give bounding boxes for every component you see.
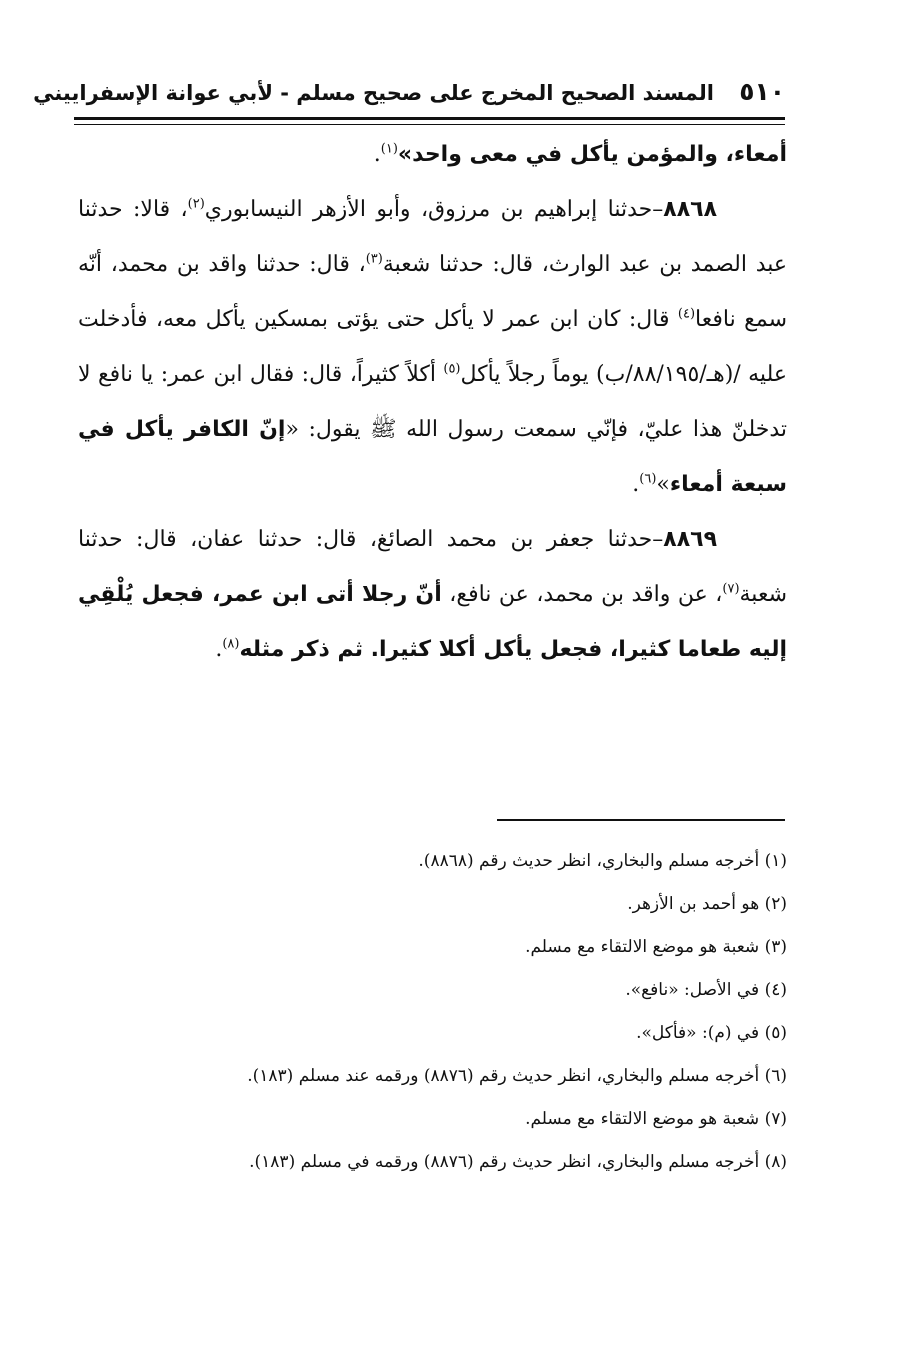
hadith-quote: إنّ الكافر يأكل في سبعة أمعاء — [78, 417, 787, 497]
footnote-7: (٧) شعبة هو موضع الالتقاء مع مسلم. — [525, 1109, 787, 1129]
footnotes-list — [78, 840, 787, 1184]
footnote-separator — [497, 819, 785, 821]
isnad-part-3: ، قال: حدثنا واقد بن محمد، أنّه سمع نافعا — [78, 252, 788, 332]
hadith-number: ٨٨٦٩ — [663, 527, 717, 552]
header-rule-thick — [74, 117, 785, 120]
footnote-4: (٤) في الأصل: «نافع». — [625, 980, 787, 1000]
page-number: ٥١٠ — [739, 77, 785, 106]
footnote-ref-2: (٢) — [187, 196, 205, 212]
hadith-8869 — [78, 512, 787, 677]
footnote-ref-8: (٨) — [222, 636, 240, 652]
footnote-6: (٦) أخرجه مسلم والبخاري، انظر حديث رقم (٨٨٧٦) ورقمه عند مسلم (١٨٣). — [247, 1066, 787, 1086]
footnote-ref-4: (٤) — [677, 306, 696, 322]
footnote-8: (٨) أخرجه مسلم والبخاري، انظر حديث رقم (٨٨٧٦) ورقمه في مسلم (١٨٣). — [249, 1152, 787, 1172]
paragraph-continuation — [78, 127, 787, 182]
hadith-number: ٨٨٦٨ — [663, 197, 717, 222]
quote-close: » — [656, 472, 670, 497]
running-header — [33, 72, 785, 112]
footnote-ref-1: (١) — [380, 141, 398, 157]
footnote-ref-7: (٧) — [722, 581, 740, 597]
book-title: المسند الصحيح المخرج على صحيح مسلم - لأبي عوانة الإسفراييني — [33, 81, 714, 105]
isnad-part-2: ، قالا: حدثنا عبد الصمد بن عبد الوارث، قال: حدثنا شعبة — [78, 197, 788, 277]
footnote-ref-3: (٣) — [365, 251, 383, 267]
footnote-2: (٢) هو أحمد بن الأزهر. — [627, 894, 787, 914]
footnote-5: (٥) في (م): «فأكل». — [636, 1023, 787, 1043]
footnote-ref-5: (٥) — [443, 361, 461, 377]
hadith-text-end: أمعاء، والمؤمن يأكل في معى واحد» — [397, 142, 787, 167]
isnad-part-2: ، عن واقد بن محمد، عن نافع، — [441, 582, 723, 607]
footnote-ref-6: (٦) — [639, 471, 657, 487]
main-text — [78, 127, 787, 677]
narration-part-2: أكلاً كثيراً، قال: فقال ابن عمر: يا نافع لا تدخلنّ هذا عليّ، فإنّي سمعت رسول الله ﷺ يقول: « — [78, 362, 788, 442]
period: . — [632, 472, 640, 497]
header-rule-thin — [74, 124, 785, 125]
hadith-matn: أنّ رجلا أتى ابن عمر، فجعل يُلْقِي إليه طعاما كثيرا، فجعل يأكل أكلا كثيرا. ثم ذكر مثله — [78, 582, 787, 662]
hadith-8868 — [78, 182, 787, 512]
isnad-part-1: –حدثنا جعفر بن محمد الصائغ، قال: حدثنا عفان، قال: حدثنا شعبة — [78, 527, 787, 607]
footnote-1: (١) أخرجه مسلم والبخاري، انظر حديث رقم (٨٨٦٨). — [418, 851, 787, 871]
footnote-3: (٣) شعبة هو موضع الالتقاء مع مسلم. — [525, 937, 787, 957]
narration-part-1: قال: كان ابن عمر لا يأكل حتى يؤتى بمسكين يأكل معه، فأدخلت عليه /(هـ/٨٨/١٩٥/ب) يوماً رجلاً يأكل — [78, 307, 787, 387]
period: . — [215, 637, 223, 662]
period: . — [373, 142, 381, 167]
isnad-part-1: –حدثنا إبراهيم بن مرزوق، وأبو الأزهر النيسابوري — [204, 197, 664, 222]
